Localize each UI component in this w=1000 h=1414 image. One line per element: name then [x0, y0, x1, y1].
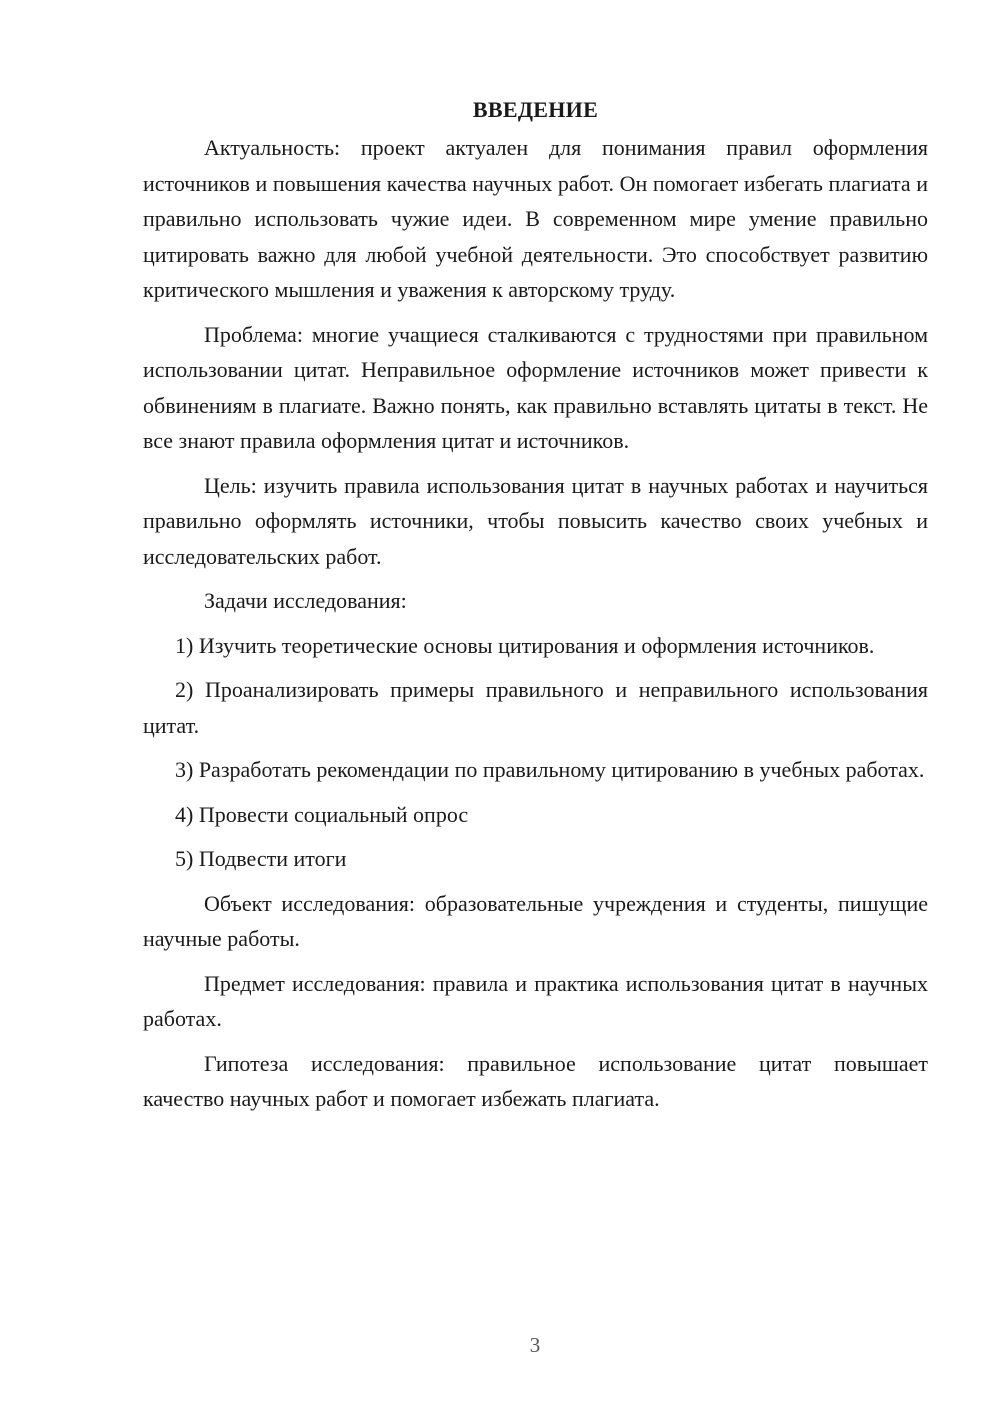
tasks-heading: Задачи исследования:: [204, 588, 407, 613]
document-page: [143, 92, 928, 1126]
object-paragraph: Объект исследования: образовательные учреждения и студенты, пишущие научные работы.: [143, 890, 928, 951]
goal-paragraph: Цель: изучить правила использования цитат в научных работах и научиться правильно оформлять источники, чтобы повысить качество своих учебных и исследовательских работ.: [143, 472, 928, 569]
task-item: 2) Проанализировать примеры правильного и неправильного использования цитат.: [143, 677, 928, 738]
task-item: 5) Подвести итоги: [175, 846, 347, 871]
task-item: 4) Провести социальный опрос: [175, 801, 469, 827]
page-number: 3: [529, 1333, 541, 1357]
tasks-list: [143, 628, 928, 877]
subject-paragraph: Предмет исследования: правила и практика использования цитат в научных работах.: [143, 970, 928, 1031]
task-item: 1) Изучить теоретические основы цитирования и оформления источников.: [175, 632, 875, 658]
section-title: ВВЕДЕНИЕ: [472, 97, 599, 122]
problem-paragraph: Проблема: многие учащиеся сталкиваются с трудностями при правильном использовании цитат. Неправильное оформление источников может привести к обвинениям в плагиате. Важно понять, как правильно вставлять цитаты в текст. Не все знают правила оформления цитат и источников.: [143, 321, 928, 453]
hypothesis-paragraph: Гипотеза исследования: правильное использование цитат повышает качество научных работ и помогает избежать плагиата.: [143, 1050, 928, 1111]
relevance-paragraph: Актуальность: проект актуален для понимания правил оформления источников и повышения качества научных работ. Он помогает избегать плагиата и правильно использовать чужие идеи. В современном мире умение правильно цитировать важно для любой учебной деятельности. Это способствует развитию критического мышления и уважения к авторскому труду.: [143, 135, 928, 302]
task-item: 3) Разработать рекомендации по правильному цитированию в учебных работах.: [175, 757, 925, 782]
